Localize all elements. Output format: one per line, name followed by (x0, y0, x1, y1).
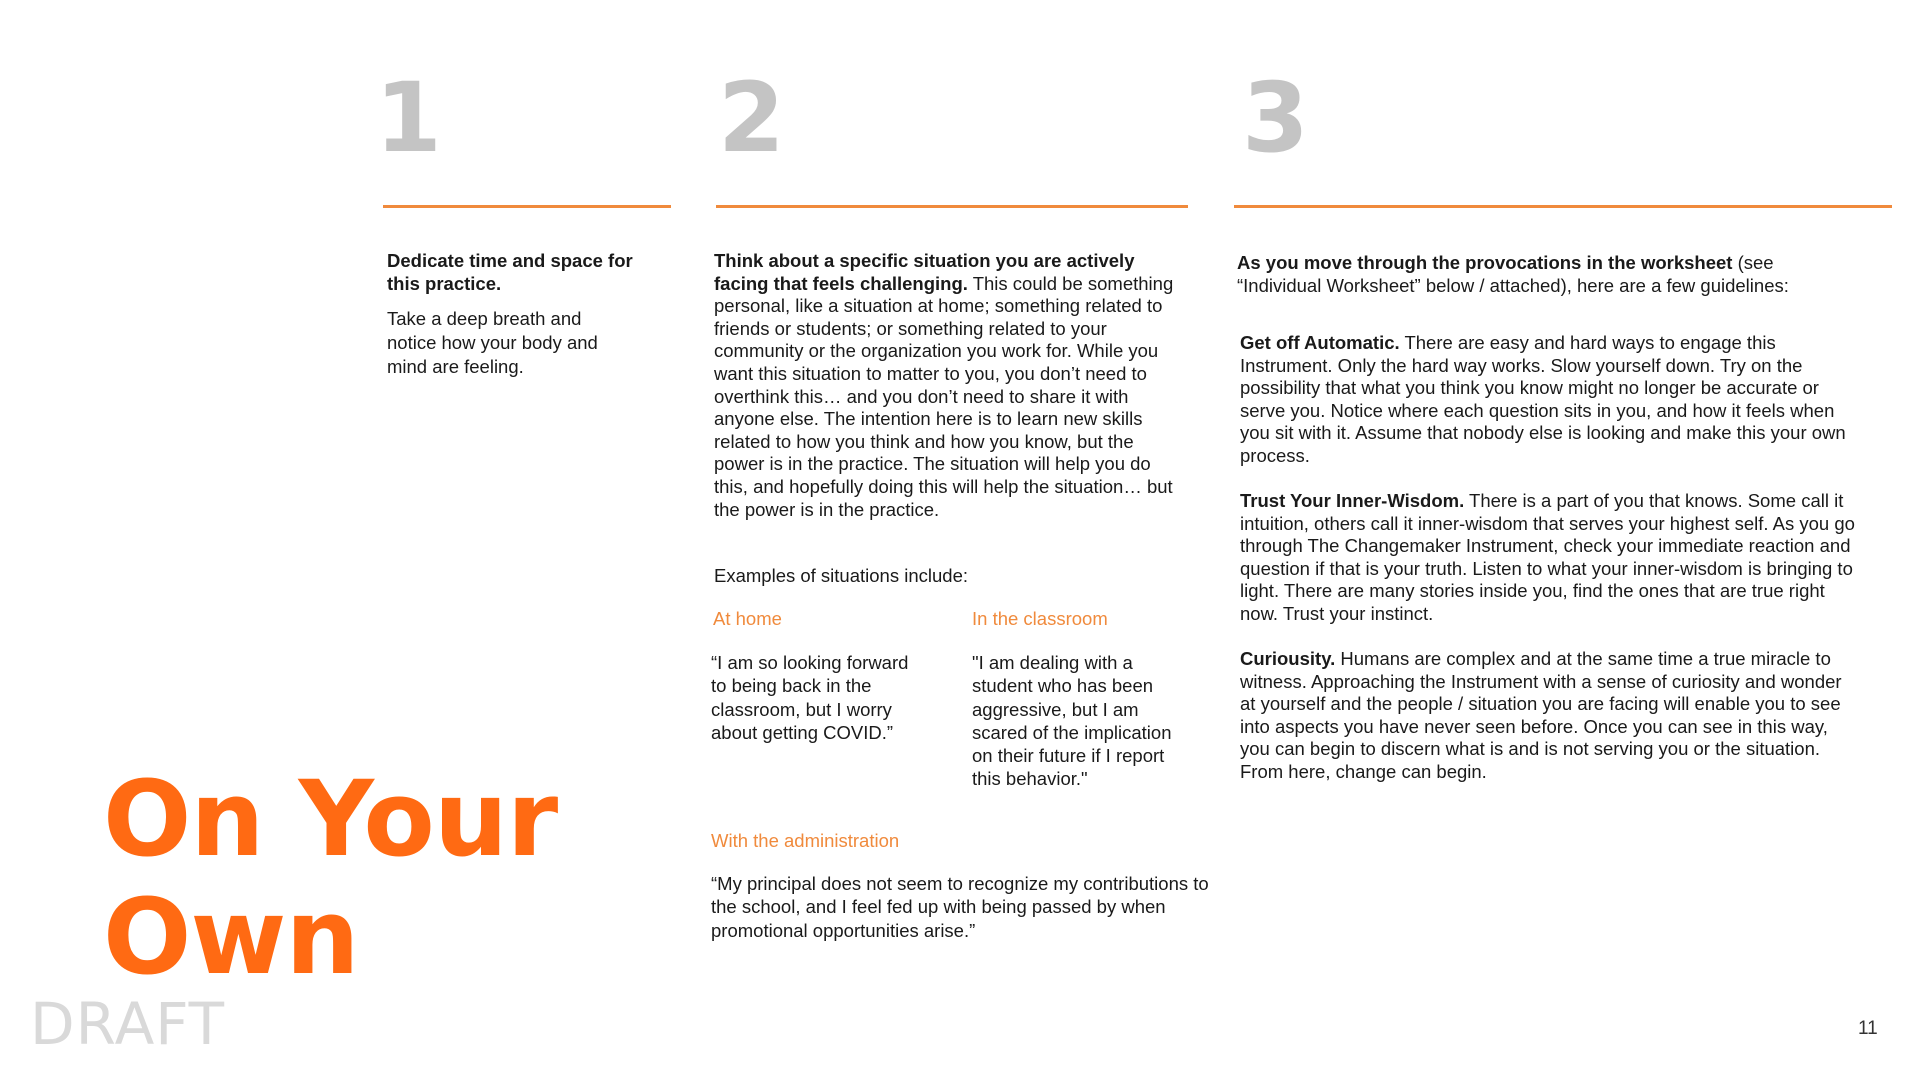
step-1-column (387, 250, 647, 379)
step-1-body: Take a deep breath and notice how your body and mind are feeling. (387, 308, 598, 378)
step-2-lead-bold: Think about a specific situation you are actively facing that feels challenging. (714, 250, 1135, 294)
example-label-home: At home (713, 608, 782, 629)
guideline-1-title: Get off Automatic. (1240, 332, 1400, 353)
draft-watermark: DRAFT (30, 990, 226, 1058)
guideline-3-body: Humans are complex and at the same time a true miracle to witness. Approaching the Instrument with a sense of curiosity and wonder at yourself and the people / situation you are facing will enable you to see into aspects you have never seen before. Once you can see in this way, you can begin to discern what is and is not serving you or the situation. From here, change can begin. (1240, 648, 1842, 782)
divider-1 (383, 205, 671, 208)
step-2-column (714, 250, 1184, 521)
example-label-administration: With the administration (711, 830, 900, 851)
step-3-intro (1237, 252, 1837, 297)
step-3-intro-text: (see “Individual Worksheet” below / attached), here are a few guidelines: (1237, 252, 1789, 296)
divider-2 (716, 205, 1188, 208)
step-2-intro (714, 250, 1184, 521)
guideline-2-title: Trust Your Inner-Wisdom. (1240, 490, 1465, 511)
example-label-classroom: In the classroom (972, 608, 1108, 629)
step-2-lead-text: This could be something personal, like a situation at home; something related to friends or students; or something related to your community or the organization you work for. While you want this situation to matter to you, you don’t need to overthink this… and you don’t need to share it with anyone else. The intention here is to learn new skills related to how you think and how you know, but the power is in the practice. The situation will help you do this, and hopefully doing this will help the situation… but the power is in the practice. (714, 272, 1174, 520)
page-number: 11 (1858, 1018, 1878, 1039)
section-title (103, 760, 557, 996)
divider-3 (1234, 205, 1892, 208)
step-1-heading: Dedicate time and space for this practice. (387, 250, 633, 294)
example-quote-administration: “My principal does not seem to recognize my contributions to the school, and I feel fed up with being passed by when promotional opportunities arise.” (711, 873, 1209, 941)
section-title-line-2: Own (103, 876, 359, 998)
examples-intro: Examples of situations include: (714, 565, 968, 586)
step-number-2: 2 (718, 62, 785, 174)
guideline-2-body: There is a part of you that knows. Some call it intuition, others call it inner-wisdom that serves your highest self. As you go through The Changemaker Instrument, check your immediate reaction and question if that is your truth. Listen to what your inner-wisdom is bringing to light. There are many stories inside you, find the ones that are true right now. Trust your instinct. (1240, 490, 1855, 624)
section-title-line-1: On Your (103, 758, 558, 880)
guideline-inner-wisdom (1240, 490, 1862, 626)
example-quote-classroom: "I am dealing with a student who has been aggressive, but I am scared of the implication on their future if I report this behavior." (972, 652, 1172, 790)
guideline-curiosity (1240, 648, 1862, 784)
guideline-1-body: There are easy and hard ways to engage this Instrument. Only the hard way works. Slow yourself down. Try on the possibility that what you think you know might no longer be accurate or serve you. Notice where each question sits in you, and how it feels when you sit with it. Assume that nobody else is looking and make this your own process. (1240, 332, 1846, 466)
step-3-intro-bold: As you move through the provocations in the worksheet (1237, 252, 1733, 273)
step-number-1: 1 (375, 62, 442, 174)
guideline-get-off-automatic (1240, 332, 1862, 468)
guideline-3-title: Curiousity. (1240, 648, 1336, 669)
step-number-3: 3 (1242, 62, 1309, 174)
example-quote-home: “I am so looking forward to being back in the classroom, but I worry about getting COVID.” (711, 652, 909, 743)
